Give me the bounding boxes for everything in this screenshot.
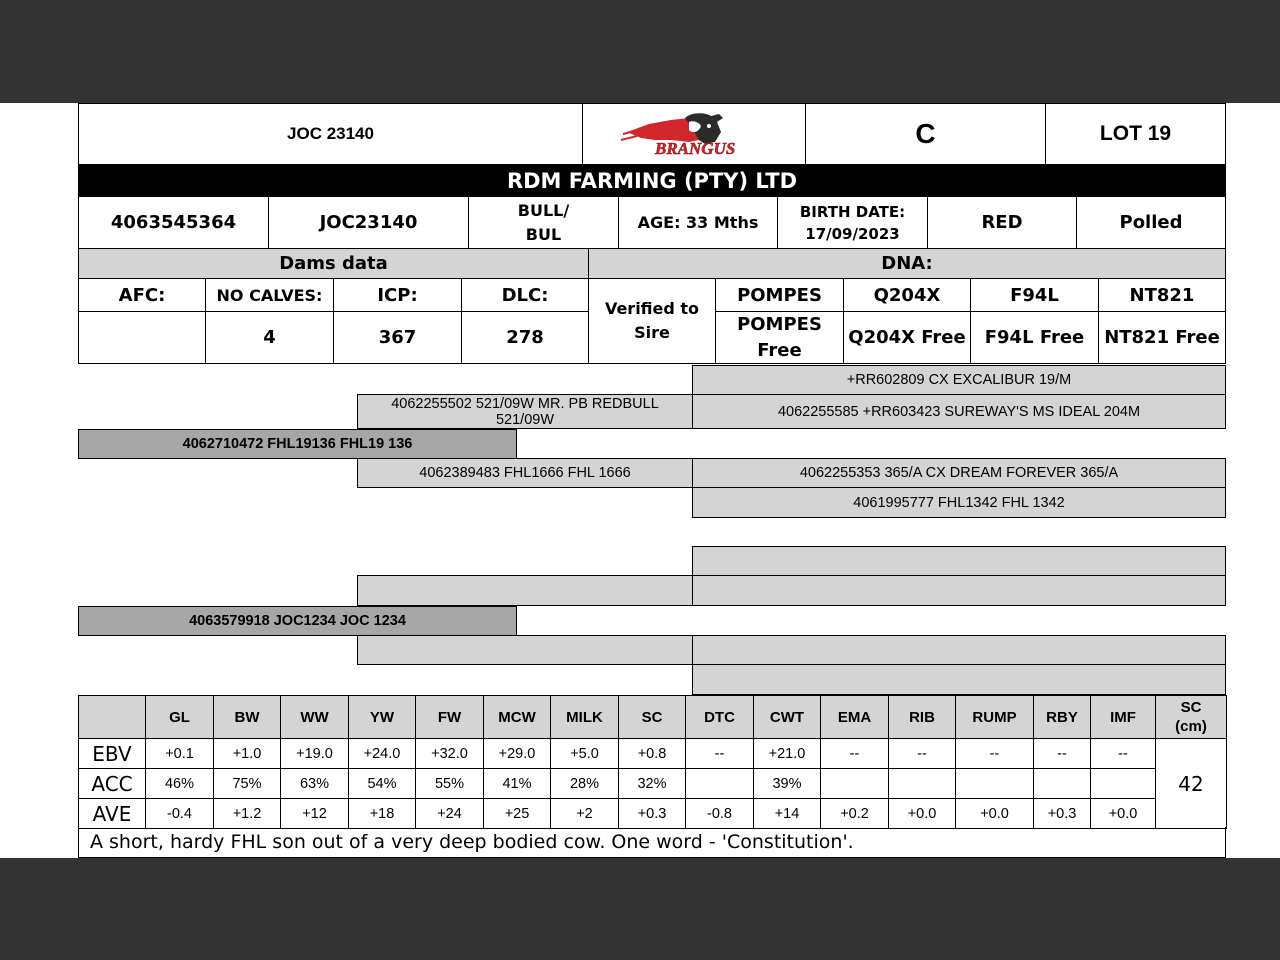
dams-header-dlc: DLC: xyxy=(461,278,589,312)
ebv-row-acc xyxy=(79,769,1227,799)
animal-age: AGE: 33 Mths xyxy=(618,196,778,249)
ebv-cell-fw: +24 xyxy=(416,799,484,829)
pedigree-sire-dam-sire: 4062255353 365/A CX DREAM FOREVER 365/A xyxy=(692,458,1226,488)
ebv-cell-sc: +0.8 xyxy=(619,739,686,769)
ebv-cell-bw: +1.0 xyxy=(214,739,281,769)
pedigree-dam: 4063579918 JOC1234 JOC 1234 xyxy=(78,606,517,636)
ebv-header-fw: FW xyxy=(416,696,484,739)
ebv-cell-imf xyxy=(1091,769,1156,799)
dna-value-q204x: Q204X Free xyxy=(843,311,971,364)
ebv-cell-rump: +0.0 xyxy=(956,799,1034,829)
ebv-cell-mcw: +25 xyxy=(484,799,551,829)
ebv-header-rby: RBY xyxy=(1034,696,1091,739)
ebv-cell-cwt: +14 xyxy=(754,799,821,829)
ebv-cell-imf: +0.0 xyxy=(1091,799,1156,829)
dna-header-pompes: POMPES xyxy=(715,278,844,312)
ebv-cell-cwt: +21.0 xyxy=(754,739,821,769)
ebv-header-sc-cm: SC (cm) xyxy=(1156,696,1227,739)
ebv-cell-bw: 75% xyxy=(214,769,281,799)
ebv-row-ebv xyxy=(79,739,1227,769)
ebv-cell-ema: +0.2 xyxy=(821,799,889,829)
dams-data-title: Dams data xyxy=(78,248,589,279)
ebv-header-dtc: DTC xyxy=(686,696,754,739)
ebv-cell-yw: +18 xyxy=(349,799,416,829)
ebv-cell-fw: +32.0 xyxy=(416,739,484,769)
dams-header-calves: NO CALVES: xyxy=(205,278,334,312)
pedigree-dam-dam-dam xyxy=(692,664,1226,695)
ebv-row-label: AVE xyxy=(79,799,146,829)
animal-horn-status: Polled xyxy=(1076,196,1226,249)
reg-number: 4063545364 xyxy=(78,196,269,249)
ebv-cell-yw: 54% xyxy=(349,769,416,799)
dna-value-pompes: POMPES Free xyxy=(715,311,844,364)
lot-comment: A short, hardy FHL son out of a very deep bodied cow. One word - 'Constitution'. xyxy=(78,827,1226,858)
ebv-cell-gl: -0.4 xyxy=(146,799,214,829)
ebv-cell-ema: -- xyxy=(821,739,889,769)
ebv-row-label: EBV xyxy=(79,739,146,769)
ebv-row-label: ACC xyxy=(79,769,146,799)
pedigree-dam-dam-sire xyxy=(692,635,1226,665)
dna-value-nt821: NT821 Free xyxy=(1098,311,1226,364)
ebv-row-ave xyxy=(79,799,1227,829)
ebv-header-milk: MILK xyxy=(551,696,619,739)
logo-text: BRANGUS xyxy=(655,139,736,158)
pedigree-sire-dam: 4062389483 FHL1666 FHL 1666 xyxy=(357,458,693,488)
dams-value-dlc: 278 xyxy=(461,311,589,364)
dna-value-f94l: F94L Free xyxy=(970,311,1099,364)
pedigree-sire-sire: 4062255502 521/09W MR. PB REDBULL 521/09W xyxy=(357,394,693,429)
ebv-header-blank xyxy=(79,696,146,739)
dna-header-f94l: F94L xyxy=(970,278,1099,312)
birth-date-value: 17/09/2023 xyxy=(805,224,900,243)
pedigree-sire-sire-dam: 4062255585 +RR603423 SUREWAY'S MS IDEAL 204M xyxy=(692,394,1226,429)
ebv-cell-ww: 63% xyxy=(281,769,349,799)
ebv-table xyxy=(78,695,1227,829)
ebv-cell-gl: 46% xyxy=(146,769,214,799)
ebv-cell-rib xyxy=(889,769,956,799)
lot-number: LOT 19 xyxy=(1045,103,1226,165)
ebv-header-rib: RIB xyxy=(889,696,956,739)
dna-header-nt821: NT821 xyxy=(1098,278,1226,312)
pedigree-dam-sire-dam xyxy=(692,575,1226,606)
header-id: JOC 23140 xyxy=(78,103,583,165)
ebv-cell-rump: -- xyxy=(956,739,1034,769)
ebv-header-ema: EMA xyxy=(821,696,889,739)
ebv-header-mcw: MCW xyxy=(484,696,551,739)
ebv-cell-ww: +12 xyxy=(281,799,349,829)
ebv-cell-cwt: 39% xyxy=(754,769,821,799)
ebv-cell-dtc: -0.8 xyxy=(686,799,754,829)
ebv-cell-gl: +0.1 xyxy=(146,739,214,769)
ebv-cell-sc: +0.3 xyxy=(619,799,686,829)
ebv-sc-value: 42 xyxy=(1156,739,1227,829)
pedigree-sire: 4062710472 FHL19136 FHL19 136 xyxy=(78,429,517,459)
ebv-header-ww: WW xyxy=(281,696,349,739)
lot-card xyxy=(0,103,1280,858)
dams-value-calves: 4 xyxy=(205,311,334,364)
ebv-header-gl: GL xyxy=(146,696,214,739)
ebv-cell-ww: +19.0 xyxy=(281,739,349,769)
dams-header-afc: AFC: xyxy=(78,278,206,312)
farm-name: RDM FARMING (PTY) LTD xyxy=(78,164,1226,197)
ebv-cell-bw: +1.2 xyxy=(214,799,281,829)
dna-verified: Verified to Sire xyxy=(588,278,716,364)
dams-value-afc xyxy=(78,311,206,364)
ebv-header-rump: RUMP xyxy=(956,696,1034,739)
ebv-cell-rump xyxy=(956,769,1034,799)
dams-value-icp: 367 xyxy=(333,311,462,364)
ebv-cell-yw: +24.0 xyxy=(349,739,416,769)
ebv-header-bw: BW xyxy=(214,696,281,739)
ebv-cell-milk: 28% xyxy=(551,769,619,799)
ebv-header-row xyxy=(79,696,1227,739)
ebv-cell-rib: -- xyxy=(889,739,956,769)
ebv-header-cwt: CWT xyxy=(754,696,821,739)
ebv-header-imf: IMF xyxy=(1091,696,1156,739)
dams-header-icp: ICP: xyxy=(333,278,462,312)
ebv-cell-milk: +2 xyxy=(551,799,619,829)
ebv-cell-mcw: +29.0 xyxy=(484,739,551,769)
pedigree-dam-dam xyxy=(357,635,693,665)
birth-date-label: BIRTH DATE: xyxy=(799,202,906,221)
pedigree-sire-sire-sire: +RR602809 CX EXCALIBUR 19/M xyxy=(692,365,1226,395)
animal-tag: JOC23140 xyxy=(268,196,469,249)
ebv-cell-dtc xyxy=(686,769,754,799)
pedigree-dam-sire xyxy=(357,575,693,606)
ebv-header-sc: SC xyxy=(619,696,686,739)
bull-logo-icon xyxy=(619,110,769,158)
ebv-cell-sc: 32% xyxy=(619,769,686,799)
birth-date-cell xyxy=(777,196,928,249)
animal-colour: RED xyxy=(927,196,1077,249)
ebv-cell-rby xyxy=(1034,769,1091,799)
dna-title: DNA: xyxy=(588,248,1226,279)
ebv-cell-dtc: -- xyxy=(686,739,754,769)
pedigree-sire-dam-dam: 4061995777 FHL1342 FHL 1342 xyxy=(692,487,1226,518)
brangus-logo xyxy=(582,103,806,165)
grade: C xyxy=(805,103,1046,165)
ebv-cell-fw: 55% xyxy=(416,769,484,799)
ebv-cell-imf: -- xyxy=(1091,739,1156,769)
ebv-cell-milk: +5.0 xyxy=(551,739,619,769)
ebv-header-yw: YW xyxy=(349,696,416,739)
ebv-cell-mcw: 41% xyxy=(484,769,551,799)
ebv-cell-rby: +0.3 xyxy=(1034,799,1091,829)
animal-sex: BULL/ BUL xyxy=(468,196,619,249)
pedigree-dam-sire-sire xyxy=(692,546,1226,576)
dna-header-q204x: Q204X xyxy=(843,278,971,312)
ebv-cell-ema xyxy=(821,769,889,799)
ebv-cell-rib: +0.0 xyxy=(889,799,956,829)
ebv-cell-rby: -- xyxy=(1034,739,1091,769)
